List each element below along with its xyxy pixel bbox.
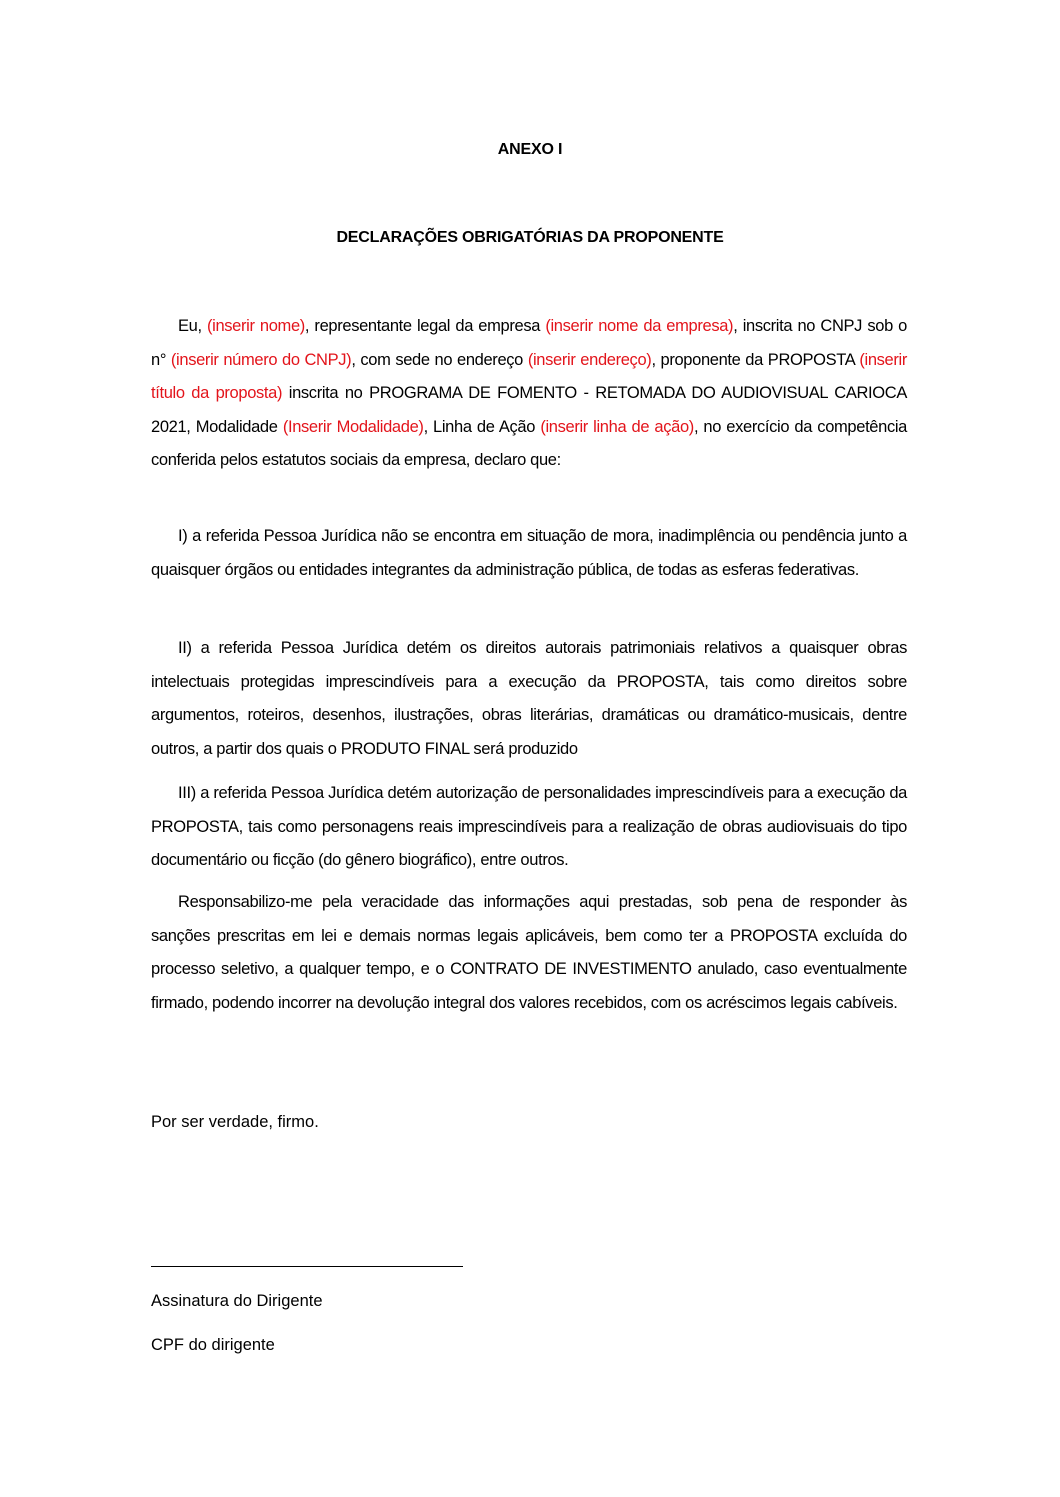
intro-text: , Linha de Ação [423,417,541,436]
intro-text: , inscrita no CNPJ sob o n° [151,317,908,369]
declaration-text: II) a referida Pessoa Jurídica detém os direitos autorais patrimoniais relativos a quaisquer obras intelectuais protegidas imprescindíveis para a execução da PROPOSTA, tais como direitos sobre argumentos, roteiros, desenhos, ilustrações, obras literárias, dramáticas ou dramático-musicais, dentre outros, a partir dos quais o PRODUTO FINAL será produzido [151,639,907,758]
placeholder-proposal-title: (inserir título da proposta) [151,350,907,402]
intro-text: , com sede no endereço [351,350,528,369]
section-title: DECLARAÇÕES OBRIGATÓRIAS DA PROPONENTE [336,229,724,246]
placeholder-name: (inserir nome) [207,317,305,335]
placeholder-address: (inserir endereço) [527,350,652,369]
declaration-text: III) a referida Pessoa Jurídica detém autorização de personalidades imprescindíveis para a execução da PROPOSTA, tais como personagens reais imprescindíveis para a realização de obras audiovisuais do tipo documentário ou ficção (do gênero biográfico), entre outros. [151,784,907,869]
annex-title: ANEXO I [497,141,563,158]
declaration-item-3 [151,777,907,878]
declaration-text: I) a referida Pessoa Jurídica não se encontra em situação de mora, inadimplência ou pendência junto a quaisquer órgãos ou entidades integrantes da administração pública, de todas as esferas federativas. [151,527,907,579]
placeholder-action-line: (inserir linha de ação) [540,417,694,436]
closing-statement: Por ser verdade, firmo. [151,1113,319,1131]
declaration-item-1 [151,520,907,587]
responsibility-paragraph [151,886,907,1020]
intro-text: , no exercício da competência conferida pelos estatutos sociais da empresa, declaro que: [151,417,907,469]
intro-text: , proponente da PROPOSTA [651,350,860,369]
placeholder-company: (inserir nome da empresa) [545,317,734,335]
intro-text: inscrita no PROGRAMA DE FOMENTO - RETOMADA DO AUDIOVISUAL CARIOCA 2021, Modalidade [151,384,908,436]
placeholder-cnpj: (inserir número do CNPJ) [170,350,352,369]
signature-line [151,1266,463,1267]
cpf-label: CPF do dirigente [151,1336,275,1354]
intro-text: Eu, [178,317,207,335]
signature-label: Assinatura do Dirigente [151,1292,323,1310]
intro-text: , representante legal da empresa [304,317,546,335]
placeholder-modality: (Inserir Modalidade) [282,417,424,436]
responsibility-text: Responsabilizo-me pela veracidade das informações aqui prestadas, sob pena de responder às sanções prescritas em lei e demais normas legais aplicáveis, bem como ter a PROPOSTA excluída do processo seletivo, a qualquer tempo, e o CONTRATO DE INVESTIMENTO anulado, caso eventualmente firmado, podendo incorrer na devolução integral dos valores recebidos, com os acréscimos legais cabíveis. [151,893,907,1012]
declaration-item-2 [151,632,907,766]
intro-paragraph [151,310,907,478]
